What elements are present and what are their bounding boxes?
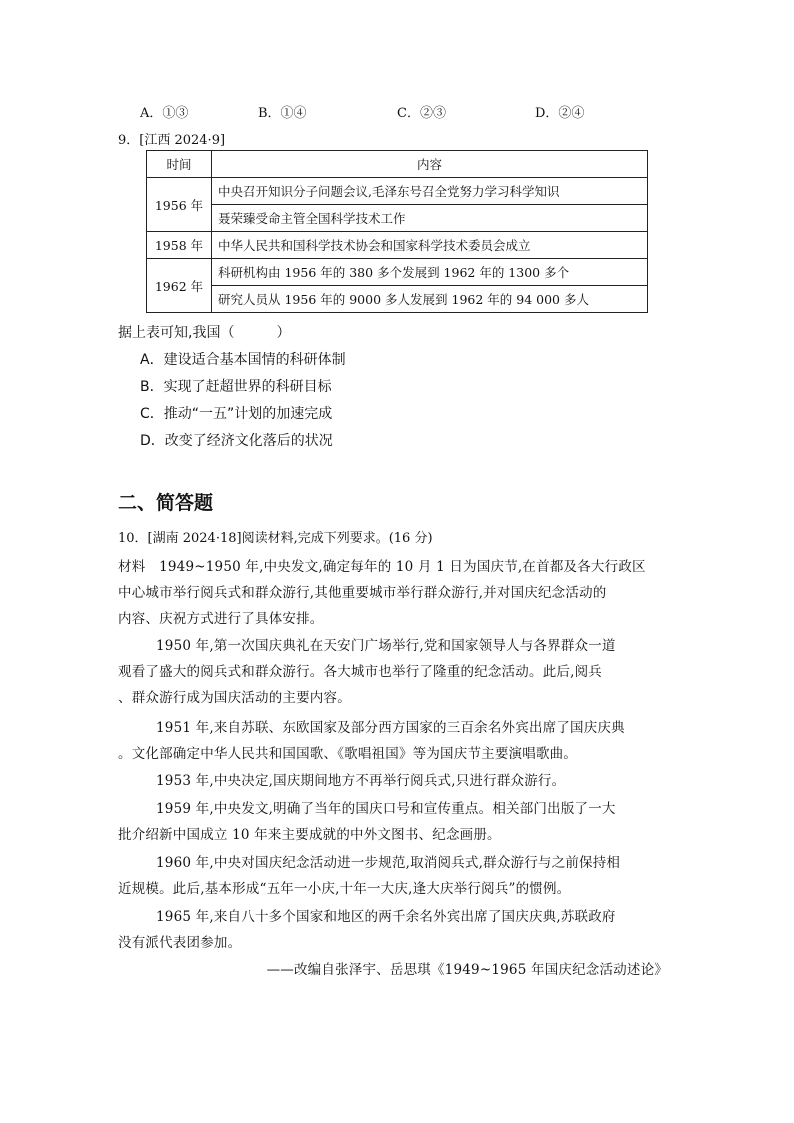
material-line: 、群众游行成为国庆活动的主要内容。 bbox=[118, 690, 351, 706]
material-line: 1965 年,来自八十多个国家和地区的两千余名外宾出席了国庆庆典,苏联政府 bbox=[156, 909, 616, 925]
q9-option-b: B．实现了赶超世界的科研目标 bbox=[140, 379, 332, 395]
table-row bbox=[147, 232, 648, 259]
year-cell-1956: 1956 年 bbox=[147, 178, 212, 232]
material-line: 批介绍新中国成立 10 年来主要成就的中外文图书、纪念画册。 bbox=[118, 827, 501, 843]
q9-option-d: D．改变了经济文化落后的状况 bbox=[140, 433, 333, 449]
material-line: 1950 年,第一次国庆典礼在天安门广场举行,党和国家领导人与各界群众一道 bbox=[156, 638, 616, 654]
q9-stem: 据上表可知,我国（ ） bbox=[118, 325, 291, 341]
col-header-time: 时间 bbox=[147, 151, 212, 178]
table-row bbox=[147, 286, 648, 313]
material-line: 中心城市举行阅兵式和群众游行,其他重要城市举行群众游行,并对国庆纪念活动的 bbox=[118, 585, 607, 601]
q8-option-a: A．①③ bbox=[140, 106, 189, 121]
content-cell: 中华人民共和国科学技术协会和国家科学技术委员会成立 bbox=[212, 232, 648, 259]
col-header-content: 内容 bbox=[212, 151, 648, 178]
material-line: 观看了盛大的阅兵式和群众游行。各大城市也举行了隆重的纪念活动。此后,阅兵 bbox=[118, 664, 602, 680]
material-line: 1960 年,中央对国庆纪念活动进一步规范,取消阅兵式,群众游行与之前保持相 bbox=[156, 855, 621, 871]
table-header-row bbox=[147, 151, 648, 178]
q10-header: 10．[湖南 2024·18]阅读材料,完成下列要求。(16 分) bbox=[118, 531, 433, 546]
material-line: 内容、庆祝方式进行了具体安排。 bbox=[118, 611, 324, 627]
year-cell-1962: 1962 年 bbox=[147, 259, 212, 313]
material-source: ——改编自张泽宇、岳思琪《1949~1965 年国庆纪念活动述论》 bbox=[266, 962, 668, 978]
q9-table bbox=[146, 150, 648, 313]
section-title: 二、简答题 bbox=[118, 492, 214, 514]
q9-option-a: A．建设适合基本国情的科研体制 bbox=[140, 352, 346, 368]
q9-header: 9．[江西 2024·9] bbox=[118, 133, 226, 148]
content-cell: 科研机构由 1956 年的 380 多个发展到 1962 年的 1300 多个 bbox=[212, 259, 648, 286]
material-line: 1951 年,来自苏联、东欧国家及部分西方国家的三百余名外宾出席了国庆庆典 bbox=[156, 720, 625, 736]
material-line: 。文化部确定中华人民共和国国歌、《歌唱祖国》等为国庆节主要演唱歌曲。 bbox=[118, 746, 578, 762]
material-line: 1959 年,中央发文,明确了当年的国庆口号和宣传重点。相关部门出版了一大 bbox=[156, 801, 616, 817]
q8-option-b: B．①④ bbox=[258, 106, 307, 121]
material-line: 近规模。此后,基本形成“五年一小庆,十年一大庆,逢大庆举行阅兵”的惯例。 bbox=[118, 881, 571, 897]
material-line: 没有派代表团参加。 bbox=[118, 935, 242, 951]
content-cell: 研究人员从 1956 年的 9000 多人发展到 1962 年的 94 000 多人 bbox=[212, 286, 648, 313]
content-cell: 聂荣臻受命主管全国科学技术工作 bbox=[212, 205, 648, 232]
table-row bbox=[147, 178, 648, 205]
year-cell-1958: 1958 年 bbox=[147, 232, 212, 259]
material-line: 材料 1949~1950 年,中央发文,确定每年的 10 月 1 日为国庆节,在首都及各大行政区 bbox=[118, 559, 646, 575]
table-row bbox=[147, 259, 648, 286]
table-row bbox=[147, 205, 648, 232]
q8-option-c: C．②③ bbox=[397, 106, 446, 121]
q8-option-d: D．②④ bbox=[535, 106, 585, 121]
q9-option-c: C．推动“一五”计划的加速完成 bbox=[140, 406, 333, 422]
material-line: 1953 年,中央决定,国庆期间地方不再举行阅兵式,只进行群众游行。 bbox=[156, 773, 566, 789]
content-cell: 中央召开知识分子问题会议,毛泽东号召全党努力学习科学知识 bbox=[212, 178, 648, 205]
